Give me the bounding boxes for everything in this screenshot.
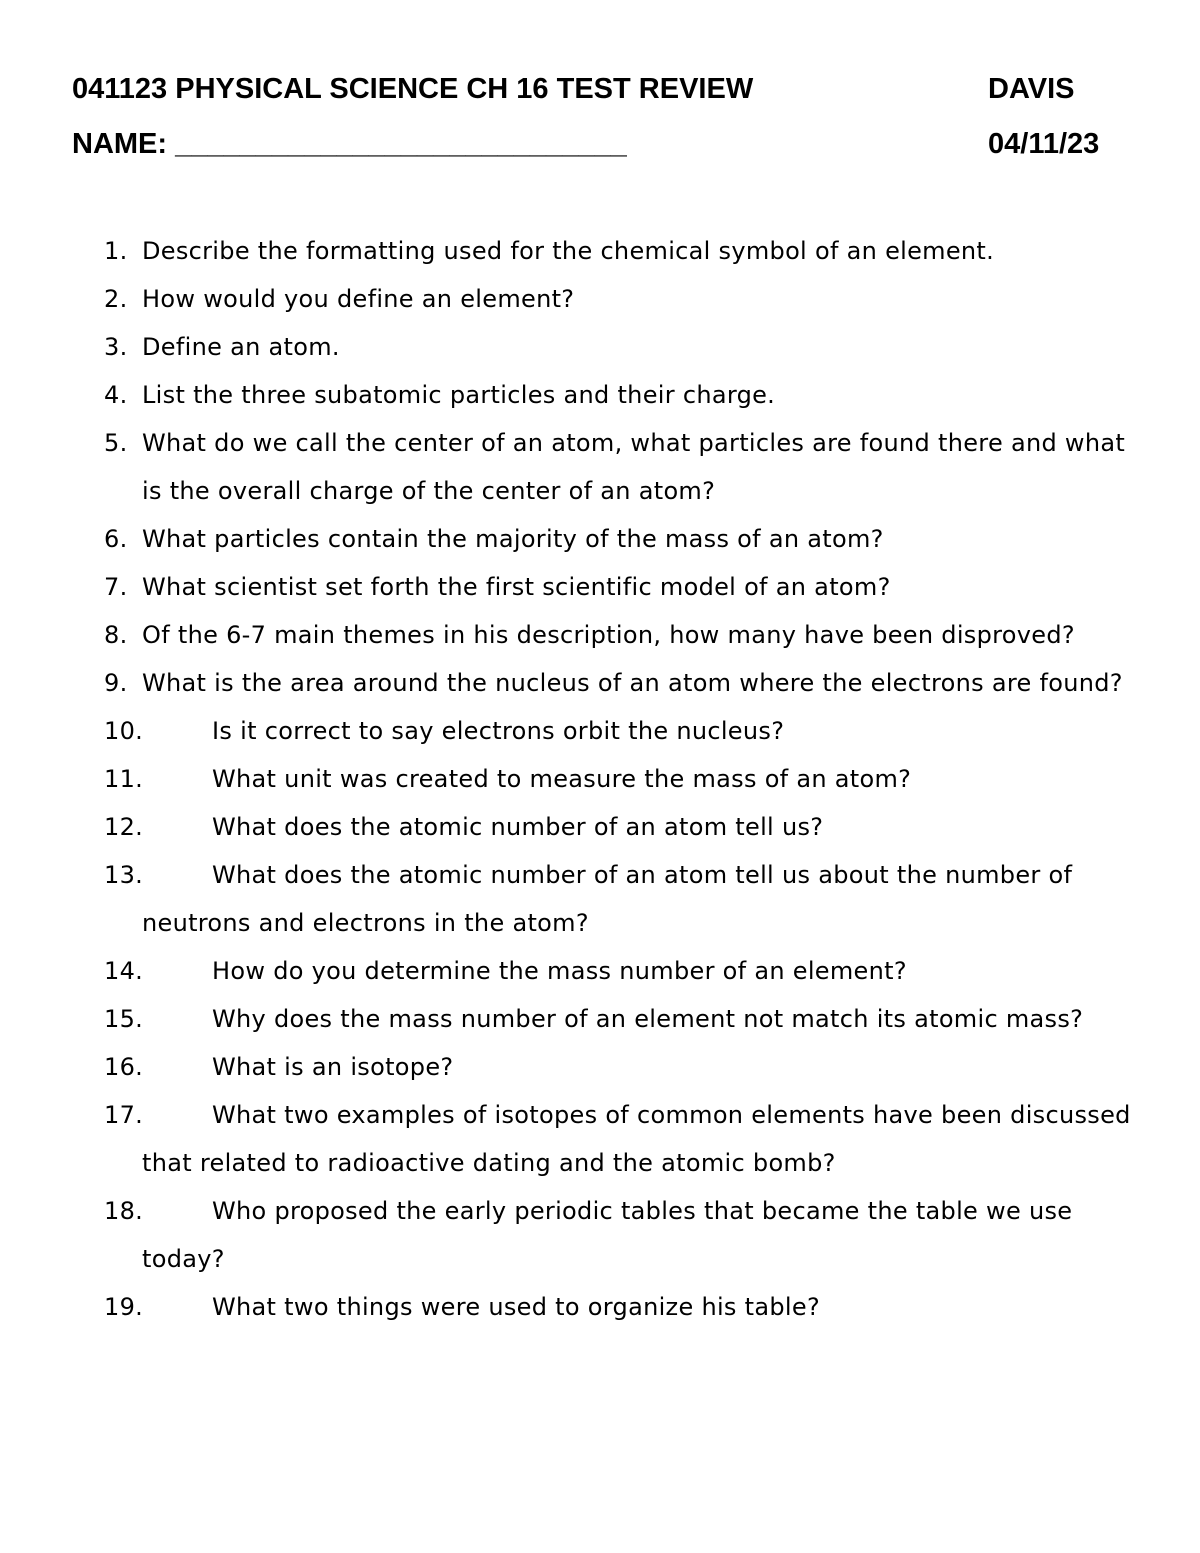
question-item <box>104 515 1134 563</box>
question-number: 1. <box>104 237 128 265</box>
question-number: 10. <box>104 717 144 745</box>
question-text: What does the atomic number of an atom tell us about the number of neutrons and electrons in the atom? <box>142 861 1073 937</box>
question-text: Define an atom. <box>142 333 340 361</box>
question-number: 18. <box>104 1197 144 1225</box>
question-text: What unit was created to measure the mass of an atom? <box>212 765 912 793</box>
question-item <box>104 1091 1134 1187</box>
document-date: 04/11/23 <box>988 128 1100 160</box>
question-item <box>104 275 1134 323</box>
question-text: What two things were used to organize his table? <box>212 1293 820 1321</box>
question-number: 6. <box>104 525 128 553</box>
question-number: 15. <box>104 1005 144 1033</box>
question-item <box>104 611 1134 659</box>
question-item <box>104 227 1134 275</box>
question-text: What is the area around the nucleus of an atom where the electrons are found? <box>142 669 1123 697</box>
question-item <box>104 851 1134 947</box>
question-number: 2. <box>104 285 128 313</box>
question-text: Is it correct to say electrons orbit the nucleus? <box>212 717 785 745</box>
question-number: 9. <box>104 669 128 697</box>
question-item <box>104 755 1134 803</box>
question-number: 13. <box>104 861 144 889</box>
question-text: What does the atomic number of an atom tell us? <box>212 813 824 841</box>
question-number: 4. <box>104 381 128 409</box>
question-item <box>104 995 1134 1043</box>
question-text: Why does the mass number of an element not match its atomic mass? <box>212 1005 1084 1033</box>
question-number: 17. <box>104 1101 144 1129</box>
question-item <box>104 1043 1134 1091</box>
question-number: 14. <box>104 957 144 985</box>
question-item <box>104 323 1134 371</box>
question-item <box>104 803 1134 851</box>
teacher-name: DAVIS <box>988 73 1075 105</box>
question-item <box>104 1283 1134 1331</box>
question-item <box>104 947 1134 995</box>
question-item <box>104 563 1134 611</box>
question-number: 8. <box>104 621 128 649</box>
question-item <box>104 1187 1134 1283</box>
question-text: Of the 6-7 main themes in his description, how many have been disproved? <box>142 621 1075 649</box>
question-list <box>104 227 1134 1331</box>
document-title: 041123 PHYSICAL SCIENCE CH 16 TEST REVIEW <box>72 73 754 105</box>
question-text: Describe the formatting used for the chemical symbol of an element. <box>142 237 995 265</box>
question-text: Who proposed the early periodic tables that became the table we use today? <box>142 1197 1073 1273</box>
question-text: What two examples of isotopes of common elements have been discussed that related to radioactive dating and the atomic bomb? <box>142 1101 1131 1177</box>
question-item <box>104 707 1134 755</box>
question-text: How would you define an element? <box>142 285 575 313</box>
question-number: 3. <box>104 333 128 361</box>
student-name-field: NAME: ____________________________ <box>72 128 627 160</box>
question-item <box>104 419 1134 515</box>
question-number: 12. <box>104 813 144 841</box>
question-text: List the three subatomic particles and their charge. <box>142 381 776 409</box>
question-number: 11. <box>104 765 144 793</box>
question-text: What scientist set forth the first scientific model of an atom? <box>142 573 891 601</box>
question-text: What do we call the center of an atom, what particles are found there and what is the overall charge of the center of an atom? <box>142 429 1126 505</box>
question-item <box>104 659 1134 707</box>
question-number: 19. <box>104 1293 144 1321</box>
question-text: How do you determine the mass number of an element? <box>212 957 907 985</box>
question-number: 16. <box>104 1053 144 1081</box>
question-number: 5. <box>104 429 128 457</box>
question-text: What particles contain the majority of the mass of an atom? <box>142 525 884 553</box>
question-text: What is an isotope? <box>212 1053 454 1081</box>
question-item <box>104 371 1134 419</box>
question-number: 7. <box>104 573 128 601</box>
